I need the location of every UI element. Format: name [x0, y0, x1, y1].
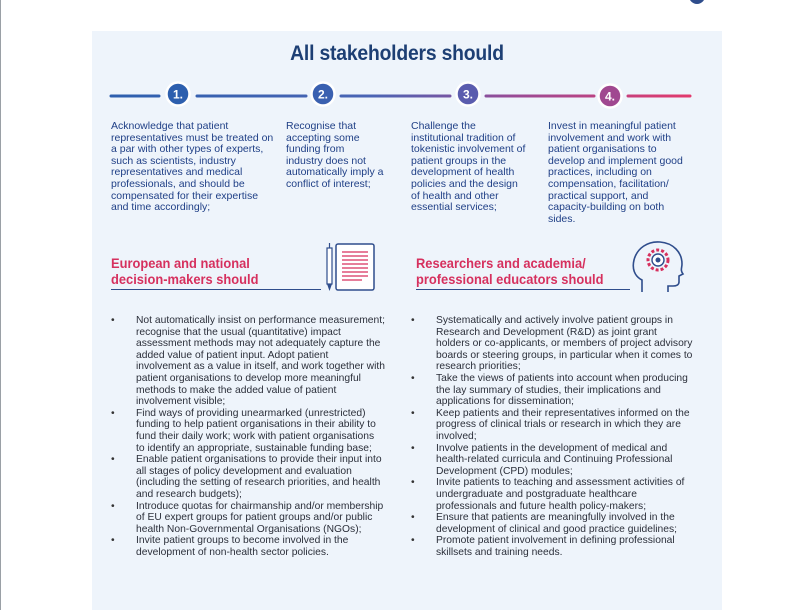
list-item: • Enable patient organisations to provide their input into all stages of policy development and evaluation (including the setting of research priorities, and health and research budgets);	[111, 454, 385, 500]
list-item: • Involve patients in the development of medical and health-related curricula and Continuing Professional Development (CPD) modules;	[411, 443, 693, 478]
list-item: • Invite patient groups to become involved in the development of non-health sector policies.	[111, 535, 385, 558]
step-text-4: Invest in meaningful patient involvement and work with patient organisations to develop and implement good practices, including on compensation, facilitation/ practical support, and capacity-building on both sides.	[548, 120, 683, 225]
list-item: • Keep patients and their representatives informed on the progress of clinical trials or research in which they are involved;	[411, 408, 693, 443]
left-heading-line-1: European and national	[111, 255, 250, 271]
head-with-gear-icon	[628, 236, 688, 300]
list-item: • Take the views of patients into account when producing the lay summary of studies, their implications and applications for dissemination;	[411, 373, 693, 408]
step-circle-1	[167, 83, 190, 106]
step-number-1: 1.	[172, 87, 184, 102]
step-number-2: 2.	[317, 87, 329, 102]
left-bullet-list	[111, 315, 385, 558]
page-title: All stakeholders should	[290, 42, 504, 65]
right-heading-line-1: Researchers and academia/	[416, 255, 586, 271]
list-item: • Invite patients to teaching and assessment activities of undergraduate and postgraduate healthcare professionals and future health policy-makers;	[411, 477, 693, 512]
list-item: • Not automatically insist on performance measurement; recognise that the usual (quantitative) impact assessment methods may not adequately capture the added value of patient input. Adopt patient involvement as a value in itself, and work together with patient organisations to develop more meaningful methods to make the added value of patient involvement visible;	[111, 315, 385, 408]
left-heading-line-2: decision-makers should	[111, 271, 259, 287]
list-item: • Find ways of providing unearmarked (unrestricted) funding to help patient organisations in their ability to fund their daily work; work with patient organisations to identify an appropriate, sustainable funding base;	[111, 408, 385, 454]
right-heading-line-2: professional educators should	[416, 271, 604, 287]
step-text-1: Acknowledge that patient representatives must be treated on a par with other types of experts, such as scientists, industry representatives and medical professionals, and should be compensated for their expertise and time accordingly;	[111, 120, 274, 214]
steps-timeline	[0, 0, 794, 120]
document-with-pen-icon	[322, 240, 378, 296]
list-item: • Systematically and actively involve patient groups in Research and Development (R&D) as joint grant holders or co-applicants, or members of project advisory boards or steering groups, in particular when it comes to research priorities;	[411, 315, 693, 373]
list-item: • Ensure that patients are meaningfully involved in the development of clinical and good practice guidelines;	[411, 512, 693, 535]
step-number-4: 4.	[604, 89, 616, 104]
right-section-heading	[416, 255, 604, 287]
step-circle-4	[599, 85, 622, 108]
step-text-2: Recognise that accepting some funding from industry does not automatically imply a conflict of interest;	[286, 120, 384, 190]
step-circle-3	[457, 83, 480, 106]
left-heading-underline	[111, 289, 321, 290]
step-circle-2	[312, 83, 335, 106]
step-text-3: Challenge the institutional tradition of tokenistic involvement of patient groups in the development of health policies and the design of health and other essential services;	[411, 120, 526, 214]
list-item: • Promote patient involvement in defining professional skillsets and training needs.	[411, 535, 693, 558]
right-heading-underline	[416, 289, 630, 290]
left-section-heading	[111, 255, 258, 287]
list-item: • Introduce quotas for chairmanship and/or membership of EU expert groups for patient groups and/or public health Non-Governmental Organisations (NGOs);	[111, 501, 385, 536]
right-bullet-list	[411, 315, 693, 558]
step-number-3: 3.	[462, 87, 474, 102]
